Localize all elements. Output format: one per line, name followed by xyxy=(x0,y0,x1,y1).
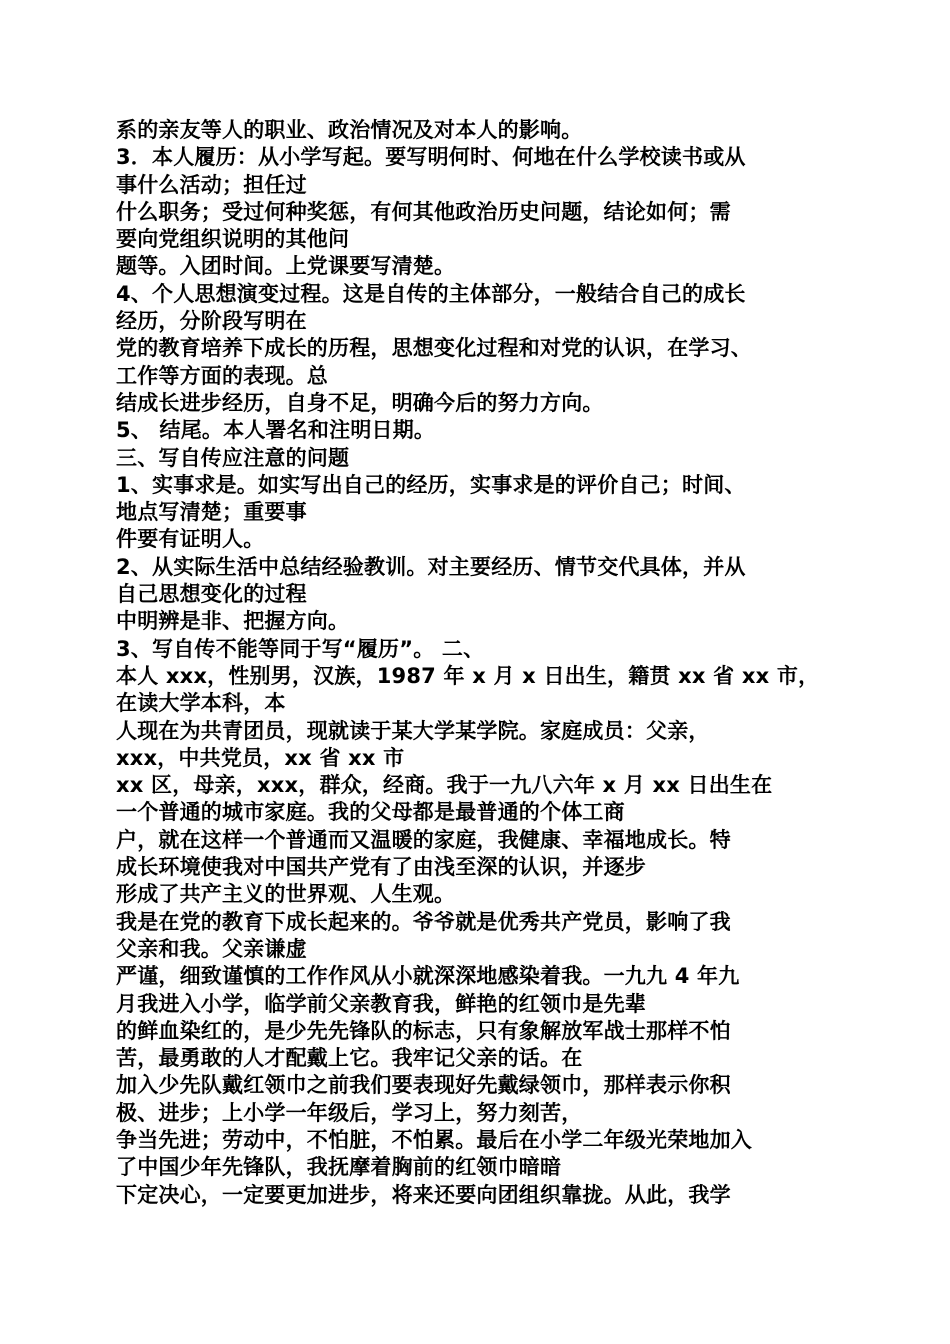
text-line: 本人 xxx，性别男，汉族，1987 年 x 月 x 日出生，籍贯 xx 省 xx 市， xyxy=(116,663,820,688)
text-line: 地点写清楚；重要事 xyxy=(116,500,307,525)
text-line: 了中国少年先锋队，我抚摩着胸前的红领巾暗暗 xyxy=(116,1155,562,1180)
text-line: 党的教育培养下成长的历程，思想变化过程和对党的认识，在学习、 xyxy=(116,336,752,361)
text-line: 什么职务；受过何种奖惩，有何其他政治历史问题，结论如何；需 xyxy=(116,199,731,224)
text-line: 要向党组织说明的其他问 xyxy=(116,227,350,252)
text-line: 成长环境使我对中国共产党有了由浅至深的认识，并逐步 xyxy=(116,855,646,880)
text-line: 苦，最勇敢的人才配戴上它。我牢记父亲的话。在 xyxy=(116,1046,583,1071)
text-line: 人现在为共青团员，现就读于某大学某学院。家庭成员：父亲， xyxy=(116,718,710,743)
text-line: xxx，中共党员，xx 省 xx 市 xyxy=(116,745,405,770)
text-line: 2、从实际生活中总结经验教训。对主要经历、情节交代具体，并从 xyxy=(116,554,746,579)
text-line: 一个普通的城市家庭。我的父母都是最普通的个体工商 xyxy=(116,800,625,825)
text-line: 严谨，细致谨慎的工作作风从小就深深地感染着我。一九九 4 年九 xyxy=(116,964,740,989)
text-line: 5、 结尾。本人署名和注明日期。 xyxy=(116,418,436,443)
text-line: 形成了共产主义的世界观、人生观。 xyxy=(116,882,456,907)
text-line: 自己思想变化的过程 xyxy=(116,582,307,607)
text-line: 1、实事求是。如实写出自己的经历，实事求是的评价自己；时间、 xyxy=(116,472,746,497)
text-line: 中明辨是非、把握方向。 xyxy=(116,609,350,634)
text-line: 系的亲友等人的职业、政治情况及对本人的影响。 xyxy=(116,118,583,142)
text-line: 我是在党的教育下成长起来的。爷爷就是优秀共产党员，影响了我 xyxy=(116,909,731,934)
text-line: 结成长进步经历，自身不足，明确今后的努力方向。 xyxy=(116,390,604,415)
text-line: 加入少先队戴红领巾之前我们要表现好先戴绿领巾，那样表示你积 xyxy=(116,1073,731,1098)
text-line: 户，就在这样一个普通而又温暖的家庭，我健康、幸福地成长。特 xyxy=(116,827,731,852)
text-line: 3．本人履历：从小学写起。要写明何时、何地在什么学校读书或从 xyxy=(116,145,746,170)
text-line: 的鲜血染红的，是少先先锋队的标志，只有象解放军战士那样不怕 xyxy=(116,1018,731,1043)
text-line: 件要有证明人。 xyxy=(116,527,265,552)
text-line: 在读大学本科，本 xyxy=(116,691,286,716)
text-line: 工作等方面的表现。总 xyxy=(116,363,328,388)
text-line: xx 区，母亲，xxx，群众，经商。我于一九八六年 x 月 xx 日出生在 xyxy=(116,773,773,798)
text-line: 下定决心，一定要更加进步，将来还要向团组织靠拢。从此，我学 xyxy=(116,1182,731,1207)
text-line: 题等。入团时间。上党课要写清楚。 xyxy=(116,254,456,279)
text-line: 父亲和我。父亲谦虚 xyxy=(116,936,307,961)
text-line: 争当先进；劳动中，不怕脏，不怕累。最后在小学二年级光荣地加入 xyxy=(116,1127,752,1152)
text-line: 3、写自传不能等同于写“履历”。 二、 xyxy=(116,636,485,661)
text-line: 经历，分阶段写明在 xyxy=(116,309,307,334)
document-body xyxy=(116,117,836,1209)
text-line: 事什么活动；担任过 xyxy=(116,172,307,197)
text-line: 月我进入小学，临学前父亲教育我，鲜艳的红领巾是先辈 xyxy=(116,991,646,1016)
section-heading: 三、写自传应注意的问题 xyxy=(116,445,350,470)
text-line: 极、进步；上小学一年级后，学习上，努力刻苦， xyxy=(116,1100,583,1125)
text-line: 4、个人思想演变过程。这是自传的主体部分，一般结合自己的成长 xyxy=(116,281,746,306)
